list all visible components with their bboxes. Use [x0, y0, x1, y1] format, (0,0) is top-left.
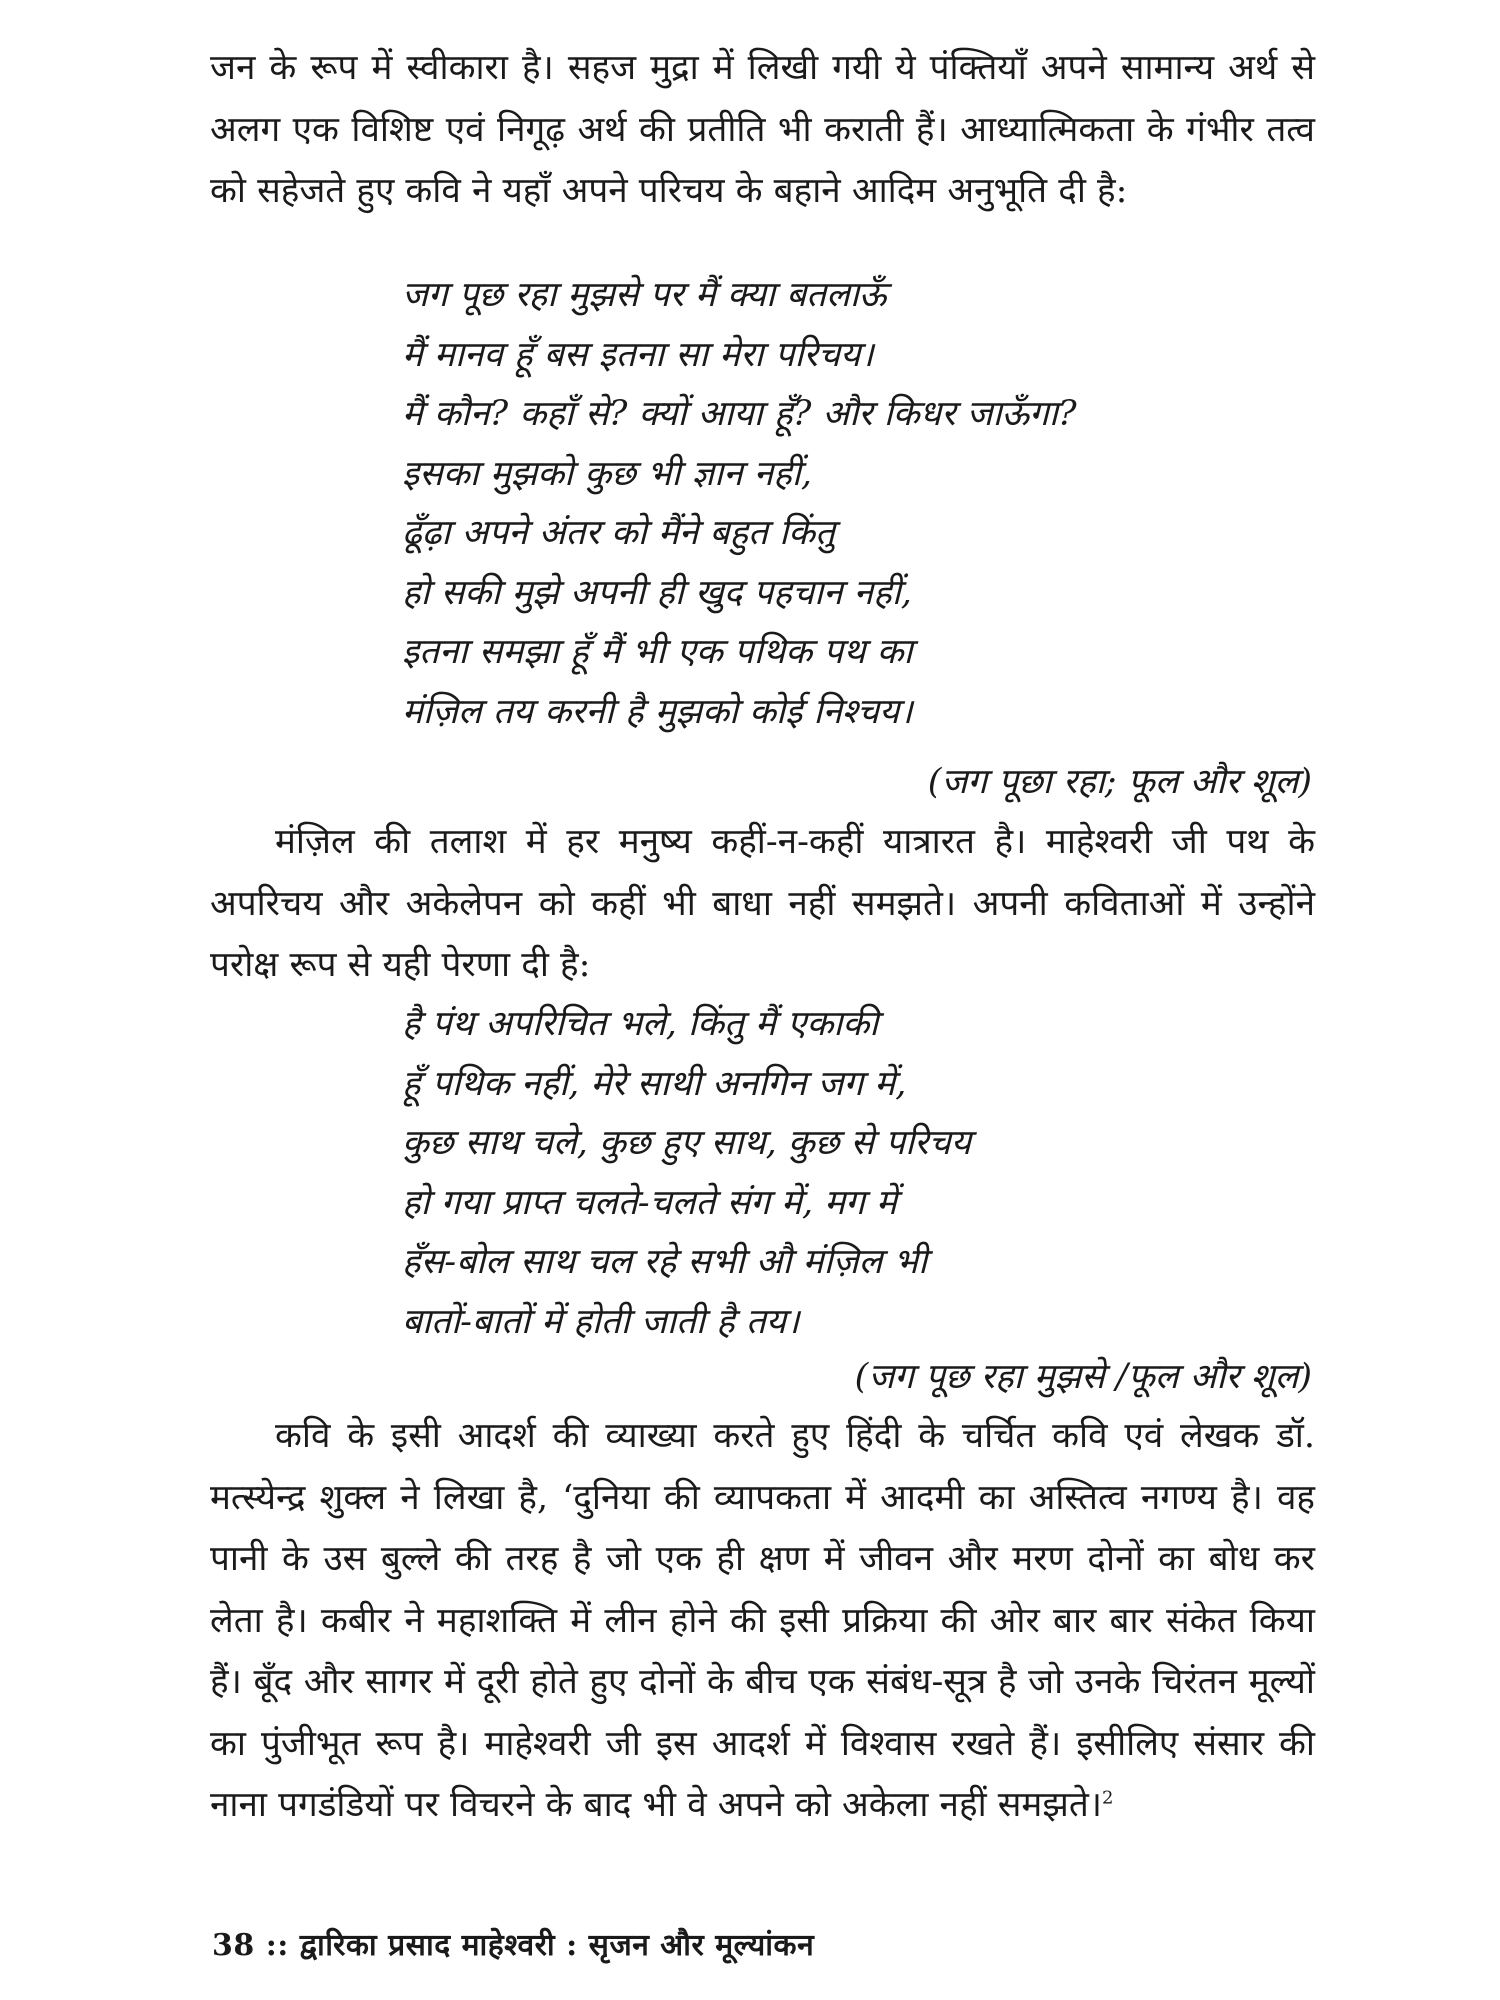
- verse-2-line-1: है पंथ अपरिचित भले, किंतु मैं एकाकी: [402, 1004, 879, 1044]
- verse-1-line-1: जग पूछ रहा मुझसे पर मैं क्या बतलाऊँ: [402, 275, 887, 315]
- verse-2-line-5: हँस-बोल साथ चल रहे सभी औ मंज़िल भी: [402, 1242, 928, 1282]
- verse-1-line-2: मैं मानव हूँ बस इतना सा मेरा परिचय।: [402, 334, 874, 375]
- verse-2-line-6: बातों-बातों में होती जाती है तय।: [402, 1301, 800, 1342]
- page-footer: 38 :: द्वारिका प्रसाद माहेश्वरी : सृजन और मूल्यांकन: [212, 1928, 815, 1963]
- paragraph-intro: [210, 38, 1315, 223]
- paragraph-intro-text: जन के रूप में स्वीकारा है। सहज मुद्रा में लिखी गयी ये पंक्तियाँ अपने सामान्य अर्थ से अलग एक विशिष्ट एवं निगूढ़ अर्थ की प्रतीति भी कराती हैं। आध्यात्मिकता के गंभीर तत्व को सहेजते हुए कवि ने यहाँ अपने परिचय के बहाने आदिम अनुभूति दी है:: [210, 48, 1315, 211]
- paragraph-journey: [210, 812, 1315, 997]
- verse-2-line-3: कुछ साथ चले, कुछ हुए साथ, कुछ से परिचय: [402, 1123, 972, 1163]
- verse-block-2: [402, 995, 971, 1352]
- verse-2-line-4: हो गया प्राप्त चलते-चलते संग में, मग में: [402, 1182, 897, 1223]
- paragraph-ideal-text: कवि के इसी आदर्श की व्याख्या करते हुए हिंदी के चर्चित कवि एवं लेखक डॉ. मत्स्येन्द्र शुक्ल ने लिखा है, ‘दुनिया की व्यापकता में आदमी का अस्तित्व नगण्य है। वह पानी के उस बुल्ले की तरह है जो एक ही क्षण में जीवन और मरण दोनों का बोध कर लेता है। कबीर ने महाशक्ति में लीन होने की इसी प्रक्रिया की ओर बार बार संकेत किया हैं। बूँद और सागर में दूरी होते हुए दोनों के बीच एक संबंध-सूत्र है जो उनके चिरंतन मूल्यों का पुंजीभूत रूप है। माहेश्वरी जी इस आदर्श में विश्वास रखते हैं। इसीलिए संसार की नाना पगडंडियों पर विचरने के बाद भी वे अपने को अकेला नहीं समझते।: [210, 1416, 1315, 1825]
- verse-1-line-3: मैं कौन? कहाँ से? क्यों आया हूँ? और किधर जाऊँगा?: [402, 394, 1077, 434]
- verse-1-line-6: हो सकी मुझे अपनी ही खुद पहचान नहीं,: [402, 572, 912, 613]
- paragraph-journey-text: मंज़िल की तलाश में हर मनुष्य कहीं-न-कहीं यात्रारत है। माहेश्वरी जी पथ के अपरिचय और अकेलेपन को कहीं भी बाधा नहीं समझते। अपनी कविताओं में उन्होंने परोक्ष रूप से यही पेरणा दी है:: [210, 822, 1315, 985]
- verse-block-1: [402, 266, 1077, 742]
- verse-2-line-2: हूँ पथिक नहीं, मेरे साथी अनगिन जग में,: [402, 1063, 907, 1104]
- verse-1-citation: (जग पूछा रहा; फूल और शूल): [927, 762, 1312, 802]
- verse-1-line-5: ढूँढ़ा अपने अंतर को मैंने बहुत किंतु: [402, 513, 835, 553]
- verse-2-citation: (जग पूछ रहा मुझसे /फूल और शूल): [854, 1357, 1312, 1397]
- verse-1-line-7: इतना समझा हूँ मैं भी एक पथिक पथ का: [402, 632, 913, 672]
- verse-1-line-4: इसका मुझको कुछ भी ज्ञान नहीं,: [402, 453, 812, 494]
- verse-1-line-8: मंज़िल तय करनी है मुझको कोई निश्चय।: [402, 691, 913, 732]
- footnote-marker: 2: [1102, 1787, 1114, 1809]
- paragraph-ideal: [210, 1406, 1315, 1837]
